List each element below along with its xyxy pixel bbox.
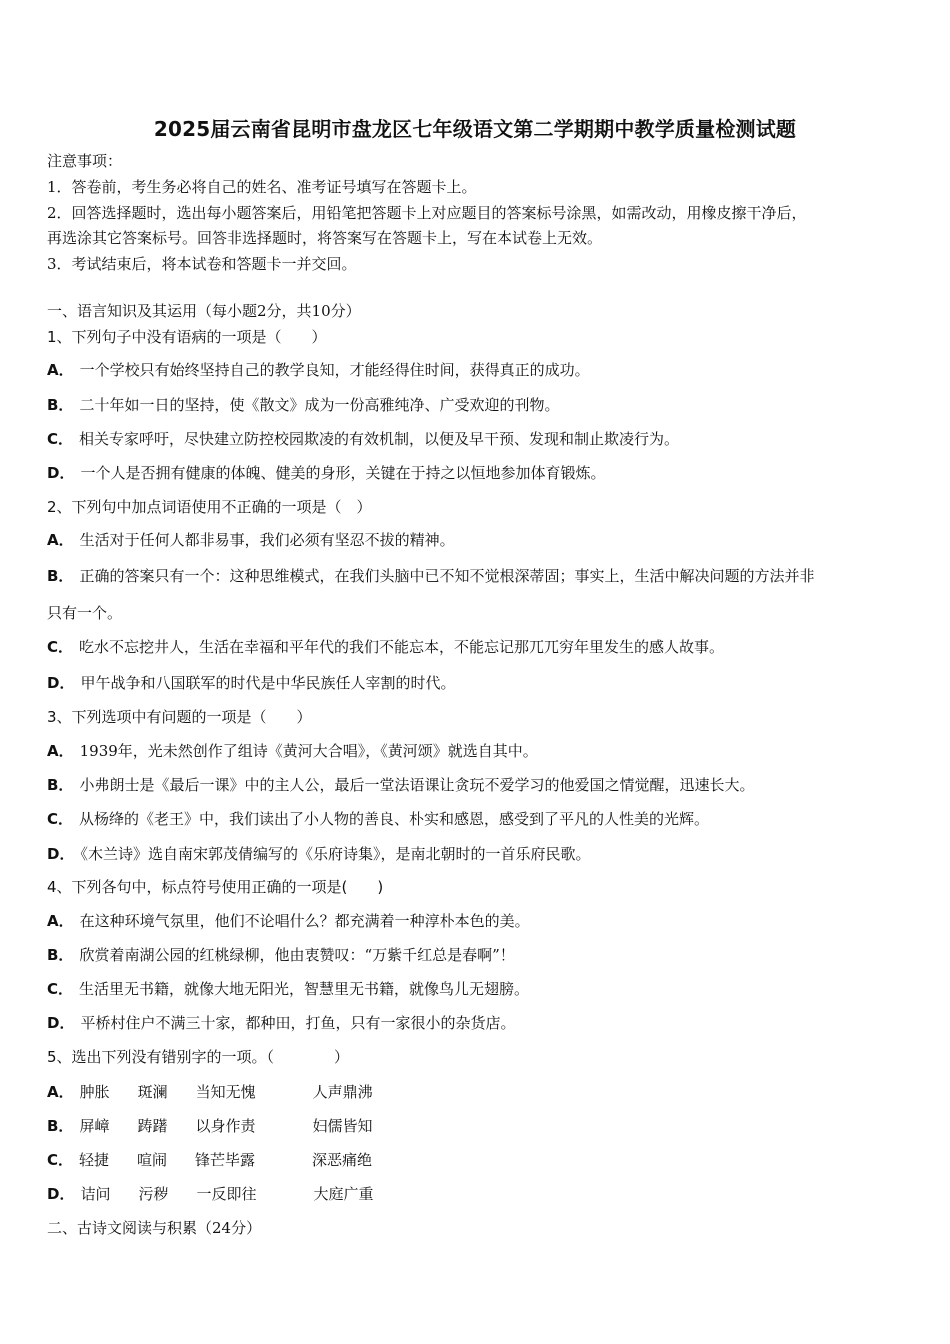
option-label: B． xyxy=(47,946,74,964)
option-word: 当知无愧 xyxy=(195,1083,256,1101)
option-word: 人声鼎沸 xyxy=(312,1083,373,1101)
question-1-option-b xyxy=(47,395,559,415)
question-4-stem: 4、下列各句中，标点符号使用正确的一项是( ) xyxy=(47,878,384,896)
notice-item-3: 3．考试结束后，将本试卷和答题卡一并交回。 xyxy=(47,255,357,273)
question-3-option-b xyxy=(47,775,754,795)
option-label: B． xyxy=(47,567,74,585)
option-text: 一个学校只有始终坚持自己的教学良知，才能经得住时间，获得真正的成功。 xyxy=(79,361,590,379)
option-text: 生活里无书籍，就像大地无阳光，智慧里无书籍，就像鸟儿无翅膀。 xyxy=(79,980,530,998)
question-4-option-b xyxy=(47,945,515,965)
option-label: A． xyxy=(47,361,74,379)
notice-item-2-cont: 再选涂其它答案标号。回答非选择题时，将答案写在答题卡上，写在本试卷上无效。 xyxy=(47,229,603,247)
option-text: 平桥村住户不满三十家，都种田，打鱼，只有一家很小的杂货店。 xyxy=(80,1014,516,1032)
option-text: 在这种环境气氛里，他们不论唱什么？都充满着一种淳朴本色的美。 xyxy=(79,912,530,930)
option-word: 屏嶂 xyxy=(79,1117,110,1135)
option-word: 一反即往 xyxy=(196,1185,257,1203)
option-label: D． xyxy=(47,845,75,863)
option-text: 1939年，光未然创作了组诗《黄河大合唱》，《黄河颂》就选自其中。 xyxy=(79,742,538,760)
option-label: A． xyxy=(47,742,74,760)
notice-item-2: 2．回答选择题时，选出每小题答案后，用铅笔把答题卡上对应题目的答案标号涂黑，如需改动，用橡皮擦干净后， xyxy=(47,204,807,222)
option-text: 一个人是否拥有健康的体魄、健美的身形，关键在于持之以恒地参加体育锻炼。 xyxy=(80,464,606,482)
section-1-heading: 一、语言知识及其运用（每小题2分，共10分） xyxy=(47,302,361,320)
question-3-option-a xyxy=(47,741,538,761)
option-word: 肿胀 xyxy=(79,1083,110,1101)
option-word: 锋芒毕露 xyxy=(195,1151,256,1169)
question-2-option-b-cont: 只有一个。 xyxy=(47,604,123,622)
notice-heading: 注意事项： xyxy=(47,152,123,170)
option-text: 欣赏着南湖公园的红桃绿柳，他由衷赞叹：“万紫千红总是春啊”！ xyxy=(79,946,515,964)
question-3-option-d xyxy=(47,844,590,864)
option-text: 《木兰诗》选自南宋郭茂倩编写的《乐府诗集》，是南北朝时的一首乐府民歌。 xyxy=(80,845,591,863)
option-word: 污秽 xyxy=(138,1185,169,1203)
option-text: 吃水不忘挖井人，生活在幸福和平年代的我们不能忘本，不能忘记那兀兀穷年里发生的感人故事。 xyxy=(79,638,725,656)
question-3-option-c xyxy=(47,809,709,829)
option-label: D． xyxy=(47,1014,75,1032)
option-label: C． xyxy=(47,810,74,828)
section-2-heading: 二、古诗文阅读与积累（24分） xyxy=(47,1219,262,1237)
question-1-option-a xyxy=(47,360,590,380)
question-2-option-c xyxy=(47,637,724,657)
option-label: B． xyxy=(47,396,74,414)
question-5-option-c xyxy=(47,1150,372,1170)
option-word: 喧闹 xyxy=(137,1151,168,1169)
question-3-stem: 3、下列选项中有问题的一项是（ ） xyxy=(47,708,312,726)
option-text: 从杨绛的《老王》中，我们读出了小人物的善良、朴实和感恩，感受到了平凡的人性美的光辉。 xyxy=(79,810,710,828)
question-5-stem: 5、选出下列没有错别字的一项。（ ） xyxy=(47,1048,350,1066)
question-4-option-c xyxy=(47,979,529,999)
option-word: 妇儒皆知 xyxy=(312,1117,373,1135)
question-2-option-d xyxy=(47,673,455,693)
option-text: 生活对于任何人都非易事，我们必须有坚忍不拔的精神。 xyxy=(79,531,455,549)
question-2-stem: 2、下列句中加点词语使用不正确的一项是（ ） xyxy=(47,498,372,516)
option-label: A． xyxy=(47,531,74,549)
option-text: 正确的答案只有一个：这种思维模式，在我们头脑中已不知不觉根深蒂固；事实上，生活中解决问题的方法并非 xyxy=(79,567,815,585)
option-word: 踌躇 xyxy=(137,1117,168,1135)
option-label: C． xyxy=(47,638,74,656)
option-text: 二十年如一日的坚持，使《散文》成为一份高雅纯净、广受欢迎的刊物。 xyxy=(79,396,560,414)
option-label: B． xyxy=(47,776,74,794)
question-5-option-a xyxy=(47,1082,373,1102)
option-text: 相关专家呼吁，尽快建立防控校园欺凌的有效机制，以便及早干预、发现和制止欺凌行为。 xyxy=(79,430,680,448)
option-label: D． xyxy=(47,464,75,482)
question-4-option-d xyxy=(47,1013,515,1033)
option-word: 深恶痛绝 xyxy=(312,1151,373,1169)
option-label: A． xyxy=(47,912,74,930)
option-label: D． xyxy=(47,674,75,692)
option-label: B． xyxy=(47,1117,74,1135)
question-1-option-c xyxy=(47,429,679,449)
question-1-stem: 1、下列句子中没有语病的一项是（ ） xyxy=(47,328,327,346)
option-label: C． xyxy=(47,1151,74,1169)
option-text: 甲午战争和八国联军的时代是中华民族任人宰割的时代。 xyxy=(80,674,456,692)
question-5-option-d xyxy=(47,1184,373,1204)
option-word: 诘问 xyxy=(80,1185,111,1203)
question-2-option-b xyxy=(47,566,814,586)
question-2-option-a xyxy=(47,530,455,550)
option-word: 轻捷 xyxy=(79,1151,110,1169)
option-label: C． xyxy=(47,430,74,448)
option-label: D． xyxy=(47,1185,75,1203)
option-label: A． xyxy=(47,1083,74,1101)
option-word: 大庭广重 xyxy=(313,1185,374,1203)
option-word: 斑澜 xyxy=(137,1083,168,1101)
notice-item-1: 1．答卷前，考生务必将自己的姓名、准考证号填写在答题卡上。 xyxy=(47,178,477,196)
question-1-option-d xyxy=(47,463,605,483)
option-text: 小弗朗士是《最后一课》中的主人公，最后一堂法语课让贪玩不爱学习的他爱国之情觉醒，迅速长大。 xyxy=(79,776,755,794)
option-label: C． xyxy=(47,980,74,998)
page-title: 2025届云南省昆明市盘龙区七年级语文第二学期期中教学质量检测试题 xyxy=(153,117,797,141)
question-5-option-b xyxy=(47,1116,372,1136)
option-word: 以身作责 xyxy=(195,1117,256,1135)
question-4-option-a xyxy=(47,911,530,931)
